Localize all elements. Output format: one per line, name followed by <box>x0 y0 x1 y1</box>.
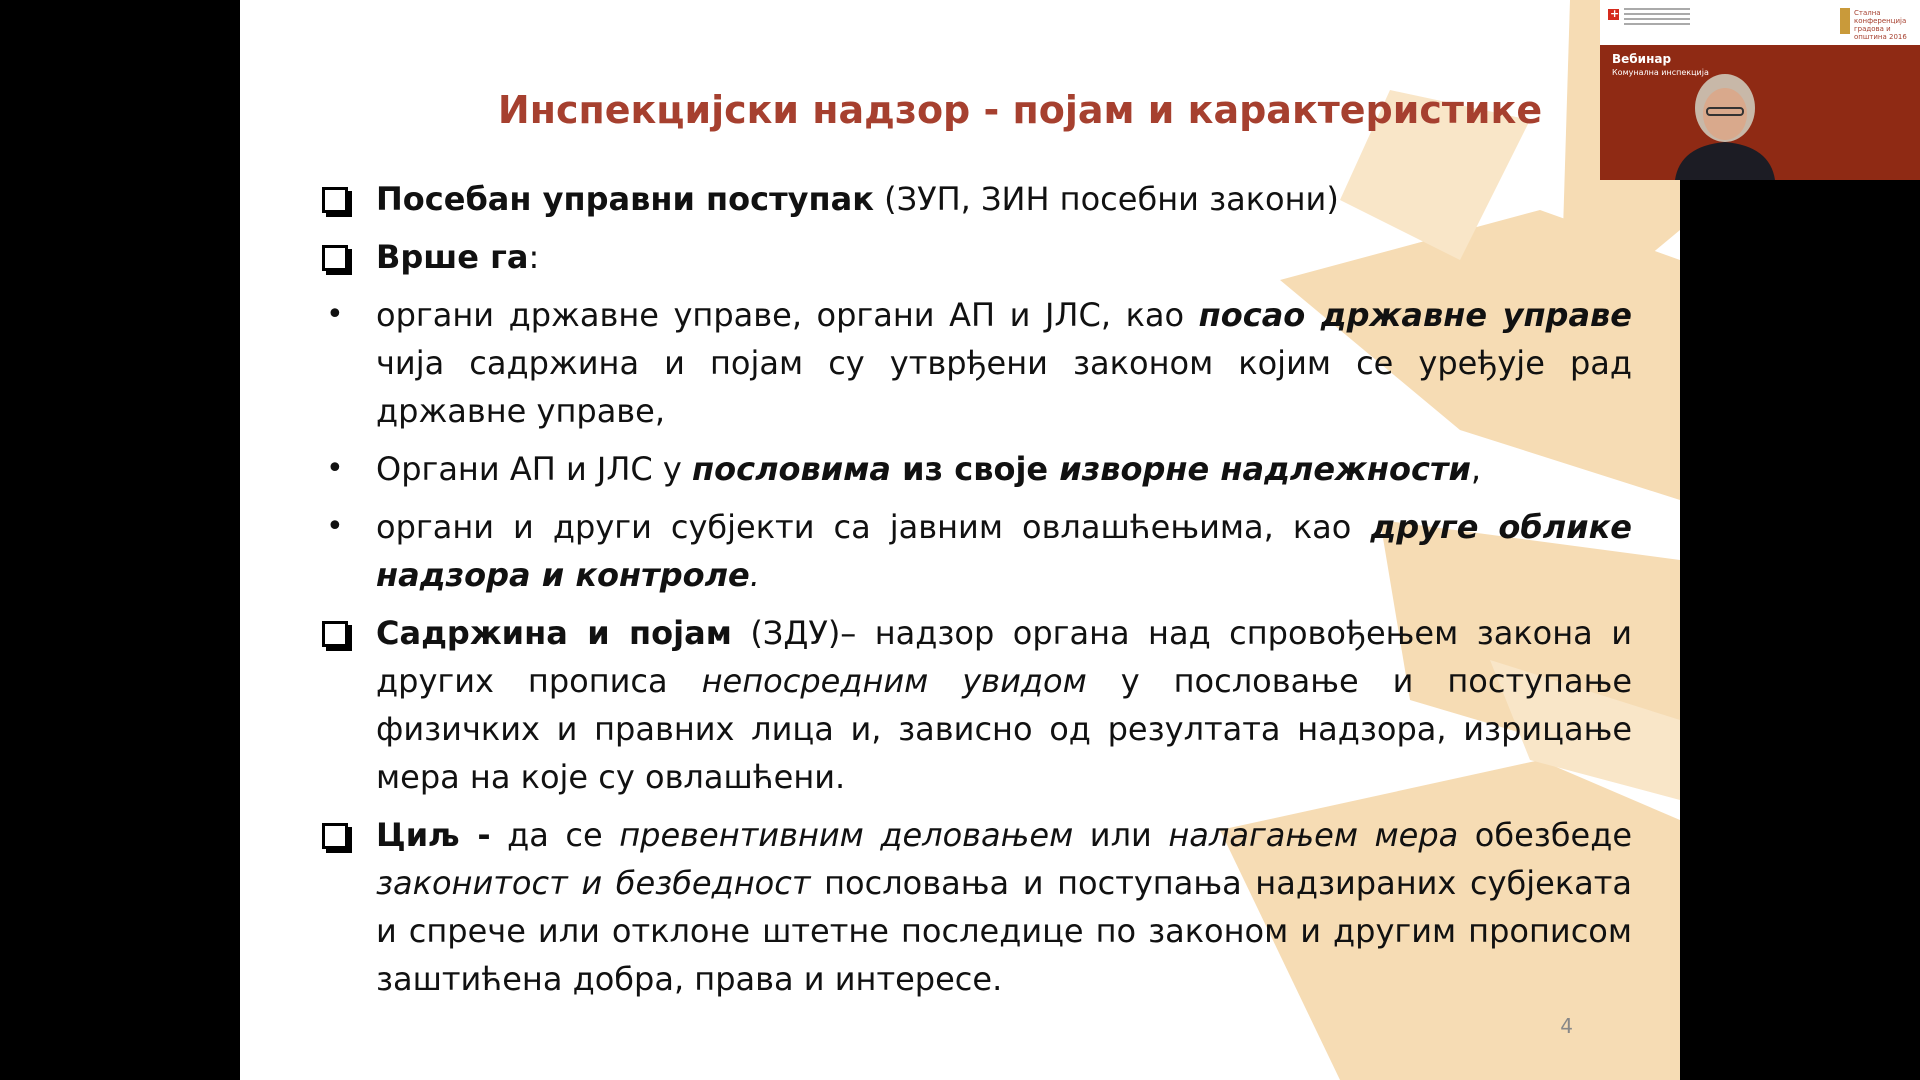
webcam-header <box>1600 0 1920 45</box>
item-text: (ЗУП, ЗИН посебни закони) <box>873 180 1339 218</box>
item-text: пословања и поступања надзираних субјеката и спрече или отклоне штетне последице по законом и другим прописом заштићена добра, права и интересе. <box>376 864 1633 998</box>
item-text: обезбеде <box>1458 816 1633 854</box>
slide-title: Инспекцијски надзор - појам и карактеристике <box>497 88 1543 132</box>
item-text: : <box>528 238 540 276</box>
item-text: органи државне управе, органи АП и ЈЛС, као <box>376 296 1199 334</box>
item-text: органи и други субјекти са јавним овлашћењима, као <box>376 508 1371 546</box>
item-text: посао државне управе <box>1198 296 1633 334</box>
skgo-logo-icon <box>1840 8 1850 34</box>
item-text: или <box>1073 816 1169 854</box>
item-text: непосредним увидом <box>701 662 1087 700</box>
item-text: законитост и безбедност <box>376 864 811 902</box>
item-text: да се <box>490 816 620 854</box>
slide-item <box>320 175 1632 223</box>
page-number: 4 <box>1560 1014 1573 1038</box>
webinar-subtitle: Комунална инспекција <box>1612 68 1709 77</box>
item-text: Циљ - <box>376 816 491 854</box>
bullet-icon: • <box>326 451 344 486</box>
webinar-title: Вебинар <box>1612 52 1672 66</box>
bullet-icon: • <box>326 297 344 332</box>
webcam-overlay[interactable] <box>1600 0 1920 180</box>
checkbox-icon <box>322 621 348 647</box>
slide-item <box>320 445 1632 493</box>
sponsor-logo-text <box>1624 8 1690 28</box>
item-text: друге облике надзора и контроле <box>376 508 1633 594</box>
item-text: . <box>749 556 760 594</box>
checkbox-icon <box>322 823 348 849</box>
item-text: , <box>1470 450 1482 488</box>
item-text: из своје <box>890 450 1060 488</box>
presentation-slide <box>240 0 1680 1080</box>
item-text: у пословање и поступање физичких и правних лица и, зависно од резултата надзора, изрицање мера на које су овлашћени. <box>376 662 1633 796</box>
slide-item <box>320 233 1632 281</box>
slide-item <box>320 503 1632 599</box>
slide-item <box>320 811 1632 1003</box>
item-text: превентивним деловањем <box>619 816 1074 854</box>
slide-item <box>320 609 1632 801</box>
item-text: (ЗДУ)– надзор органа над спровођењем закона и других прописа <box>376 614 1633 700</box>
swiss-flag-icon <box>1608 9 1619 20</box>
item-text: Врше га <box>376 238 529 276</box>
slide-content <box>320 175 1632 1013</box>
item-text: изворне надлежности <box>1059 450 1471 488</box>
item-text: Садржина и појам <box>376 614 732 652</box>
item-text: Органи АП и ЈЛС у <box>376 450 693 488</box>
item-text: чија садржина и појам су утврђени законом којим се уређује рад државне управе, <box>376 344 1632 430</box>
item-text: Посебан управни поступак <box>376 180 874 218</box>
item-text: пословима <box>692 450 891 488</box>
checkbox-icon <box>322 245 348 271</box>
item-text: налагањем мера <box>1168 816 1459 854</box>
skgo-logo-text: Стална конференција градова и општина 2016 <box>1854 9 1907 41</box>
presenter-video <box>1670 68 1780 180</box>
slide-item <box>320 291 1632 435</box>
bullet-icon: • <box>326 509 344 544</box>
checkbox-icon <box>322 187 348 213</box>
